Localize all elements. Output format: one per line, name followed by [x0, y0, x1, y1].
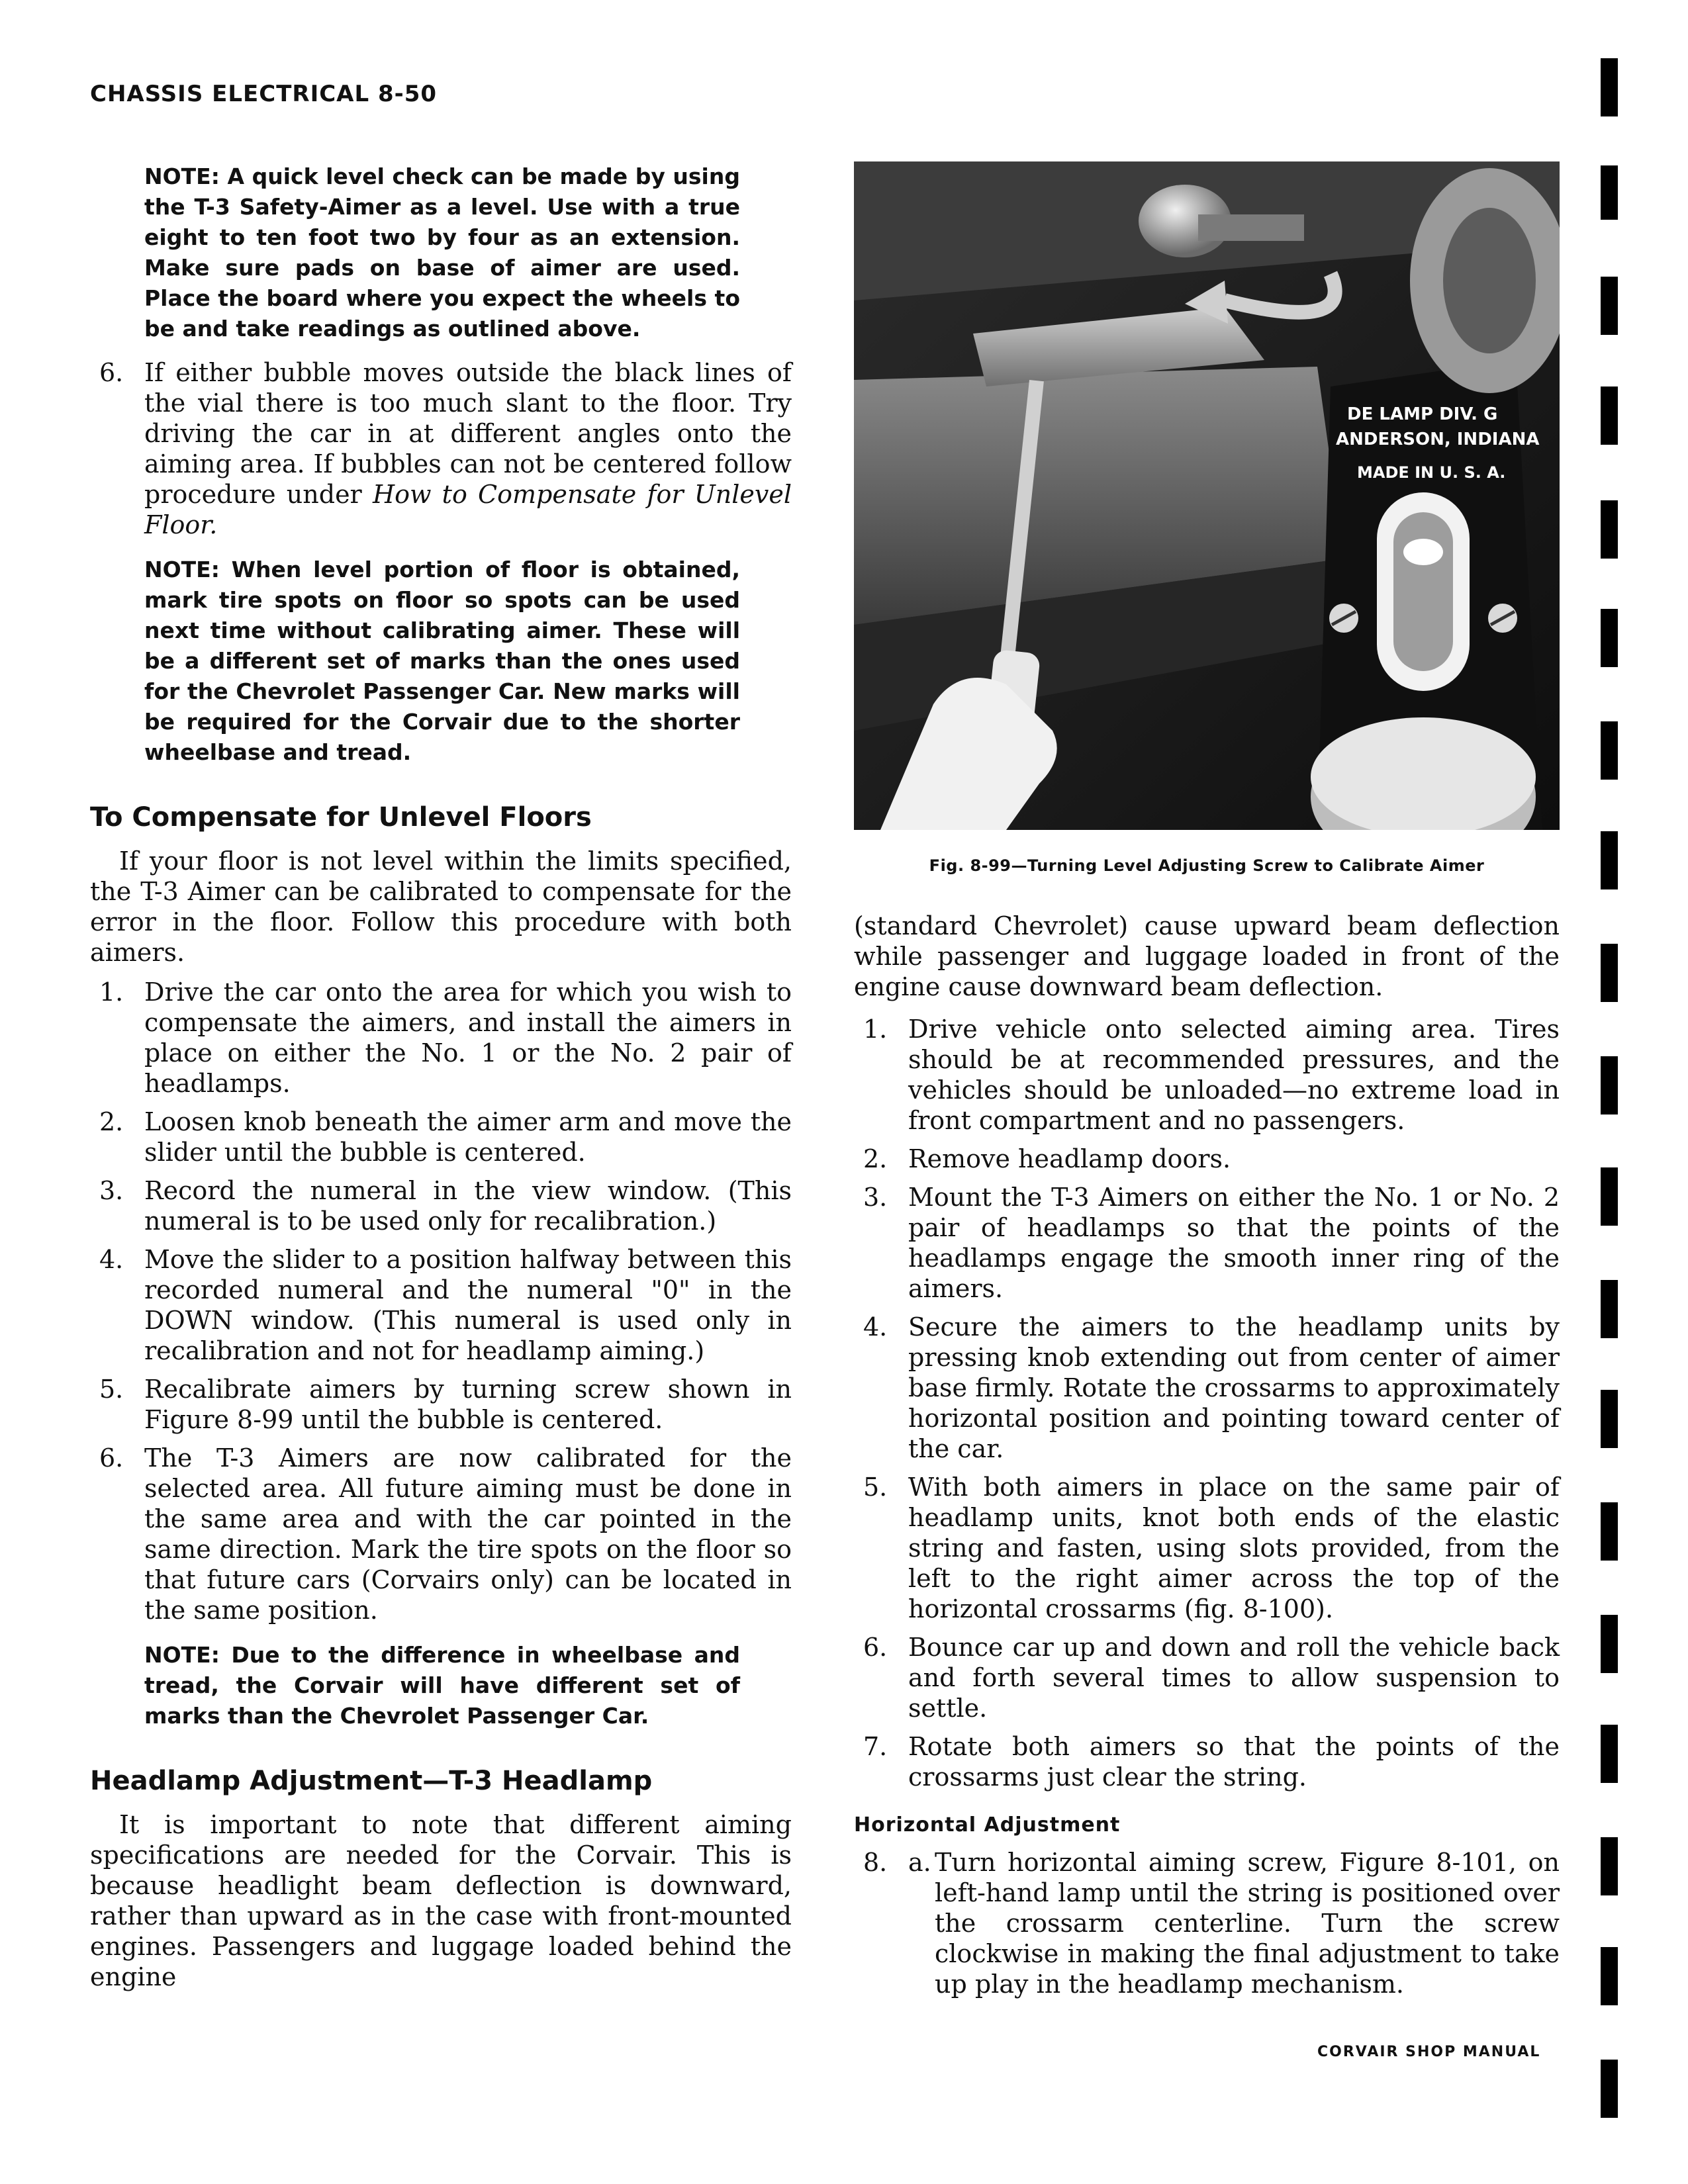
scan-edge-mark: [1601, 1725, 1618, 1783]
note-tire-spots: NOTE: When level portion of floor is obtained, mark tire spots on floor so spots can be used next time without calibrating aimer. These will be a different set of marks than the ones used for the Chevrolet Passenger Car. New marks will be required for the Corvair due to the shorter wheelbase and tread.: [144, 557, 740, 765]
list-item: [90, 1374, 792, 1435]
headlamp-intro-paragraph: It is important to note that different aiming specifications are needed for the Corvair. This is because headlight beam deflection is downward, rather than upward as in the case with front-mounted engines. Passengers and luggage loaded behind the engine: [90, 1810, 792, 1991]
item-text: Turn horizontal aiming screw, Figure 8-101, on left-hand lamp until the string is positioned over the crossarm centerline. Turn the screw clockwise in making the final adjustment to take up play in the headlamp mechanism.: [935, 1848, 1560, 1999]
item-text: If either bubble moves outside the black lines of the vial there is too much slant to the floor. Try driving the car in at different angles onto the aiming area. If bubbles can not be centered follow procedure under: [144, 358, 792, 509]
scan-edge-mark: [1601, 1837, 1618, 1895]
item-number: 6.: [99, 1443, 124, 1473]
figure-caption: Fig. 8-99—Turning Level Adjusting Screw to Calibrate Aimer: [929, 856, 1485, 875]
scan-edge-mark: [1601, 1390, 1618, 1448]
left-step-list-top: [90, 357, 792, 540]
scan-edge-mark: [1601, 1056, 1618, 1115]
list-item: [90, 1443, 792, 1625]
list-item: [854, 1312, 1560, 1464]
section-heading-unlevel-floors: To Compensate for Unlevel Floors: [90, 802, 592, 833]
item-number: 5.: [863, 1473, 888, 1502]
horizontal-step-list: [854, 1847, 1560, 1999]
list-item: [854, 1472, 1560, 1624]
scan-edge-mark: [1601, 2060, 1618, 2118]
continuation-paragraph: (standard Chevrolet) cause upward beam deflection while passenger and luggage loaded in front of the engine cause downward beam deflection.: [854, 911, 1560, 1001]
item-text: The T-3 Aimers are now calibrated for the selected area. All future aiming must be done in the same area and with the car pointed in the same direction. Mark the tire spots on the floor so that future cars (Corvairs only) can be located in the same position.: [144, 1443, 792, 1625]
scan-edge-mark: [1601, 721, 1618, 780]
item-text: Drive vehicle onto selected aiming area. Tires should be at recommended pressures, and the vehicles should be unloaded—no extreme load in front compartment and no passengers.: [908, 1015, 1560, 1135]
list-item: [854, 1847, 1560, 1999]
item-text: Move the slider to a position halfway between this recorded numeral and the numeral "0" in the DOWN window. (This numeral is used only in recalibration and not for headlamp aiming.): [144, 1245, 792, 1365]
subheading-horizontal-adjustment: Horizontal Adjustment: [854, 1813, 1121, 1837]
bubble-icon: [1403, 539, 1443, 565]
aimer-photo-illustration: [854, 161, 1560, 830]
scan-edge-mark: [1601, 944, 1618, 1002]
list-item: [854, 1731, 1560, 1792]
left-column: [90, 161, 792, 2001]
scan-edge-mark: [1601, 277, 1618, 335]
list-item: [90, 1107, 792, 1167]
scan-edge-mark: [1601, 58, 1618, 116]
list-item: [90, 977, 792, 1099]
right-column: [854, 161, 1560, 2014]
item-emphasis: How to Compensate for Unlevel Floor.: [144, 480, 792, 539]
scan-edge-mark: [1601, 1280, 1618, 1338]
item-number: 3.: [863, 1183, 888, 1212]
item-text: Remove headlamp doors.: [908, 1144, 1231, 1173]
item-number: 8.: [863, 1848, 888, 1877]
intro-paragraph: If your floor is not level within the limits specified, the T-3 Aimer can be calibrated to compensate for the error in the floor. Follow this procedure with both aimers.: [90, 846, 792, 967]
item-number: 6.: [99, 358, 124, 387]
list-item: [854, 1632, 1560, 1723]
aimer-label-line3: MADE IN U. S. A.: [1357, 463, 1506, 482]
scan-edge-mark: [1601, 500, 1618, 559]
list-item: [90, 1244, 792, 1366]
item-text: Secure the aimers to the headlamp units by pressing knob extending out from center of aimer base firmly. Rotate the crossarms to approximately horizontal position and pointing toward center of the car.: [908, 1312, 1560, 1463]
item-number: 6.: [863, 1633, 888, 1662]
list-item: [90, 357, 792, 540]
item-number: 2.: [99, 1107, 124, 1136]
item-number: 7.: [863, 1732, 888, 1761]
item-number: 3.: [99, 1176, 124, 1205]
page-footer: CORVAIR SHOP MANUAL: [1317, 2044, 1541, 2060]
list-item: [854, 1144, 1560, 1174]
item-number: 4.: [99, 1245, 124, 1274]
scan-edge-mark: [1601, 387, 1618, 445]
aimer-label-line2: ANDERSON, INDIANA: [1336, 430, 1540, 449]
item-text: Drive the car onto the area for which you wish to compensate the aimers, and install the aimers in place on either the No. 1 or the No. 2 pair of headlamps.: [144, 978, 792, 1098]
item-text: With both aimers in place on the same pair of headlamp units, knot both ends of the elastic string and fasten, using slots provided, from the left to the right aimer across the top of the horizontal crossarms (fig. 8-100).: [908, 1473, 1560, 1623]
item-text: Bounce car up and down and roll the vehicle back and forth several times to allow suspension to settle.: [908, 1633, 1560, 1723]
item-text: Record the numeral in the view window. (This numeral is to be used only for recalibration.): [144, 1176, 792, 1236]
scan-edge-mark: [1601, 831, 1618, 889]
item-number: 2.: [863, 1144, 888, 1173]
section-heading-headlamp-adjustment: Headlamp Adjustment—T-3 Headlamp: [90, 1766, 653, 1796]
aiming-step-list: [854, 1014, 1560, 1792]
aimer-label-line1: DE LAMP DIV. G: [1347, 404, 1498, 424]
scan-edge-mark: [1601, 1947, 1618, 2005]
sub-item-label: a.: [908, 1848, 931, 1877]
scan-edge-mark: [1601, 1167, 1618, 1226]
page-header: CHASSIS ELECTRICAL 8-50: [90, 81, 438, 107]
list-item: [854, 1182, 1560, 1304]
list-item: [90, 1175, 792, 1236]
item-number: 4.: [863, 1312, 888, 1342]
list-item: [854, 1014, 1560, 1136]
figure-photo: [854, 161, 1560, 830]
item-text: Loosen knob beneath the aimer arm and move the slider until the bubble is centered.: [144, 1107, 792, 1167]
item-number: 5.: [99, 1375, 124, 1404]
item-text: Rotate both aimers so that the points of the crossarms just clear the string.: [908, 1732, 1560, 1792]
scan-edge-mark: [1601, 165, 1618, 220]
compensate-step-list: [90, 977, 792, 1625]
scan-edge-mark: [1601, 609, 1618, 667]
item-number: 1.: [863, 1015, 888, 1044]
note-wheelbase: NOTE: Due to the difference in wheelbase and tread, the Corvair will have different set of marks than the Chevrolet Passenger Car.: [144, 1642, 740, 1729]
scan-edge-mark: [1601, 1615, 1618, 1673]
scan-edge-mark: [1601, 1502, 1618, 1561]
note-level-check: NOTE: A quick level check can be made by using the T-3 Safety-Aimer as a level. Use with a true eight to ten foot two by four as an extension. Make sure pads on base of aimer are used. Place the board where you expect the wheels to be and take readings as outlined above.: [144, 163, 740, 341]
sub-item: [908, 1847, 1560, 1999]
item-text: Mount the T-3 Aimers on either the No. 1 or No. 2 pair of headlamps so that the points of the headlamps engage the smooth inner ring of the aimers.: [908, 1183, 1560, 1303]
item-number: 1.: [99, 978, 124, 1007]
item-text: Recalibrate aimers by turning screw shown in Figure 8-99 until the bubble is centered.: [144, 1375, 792, 1434]
